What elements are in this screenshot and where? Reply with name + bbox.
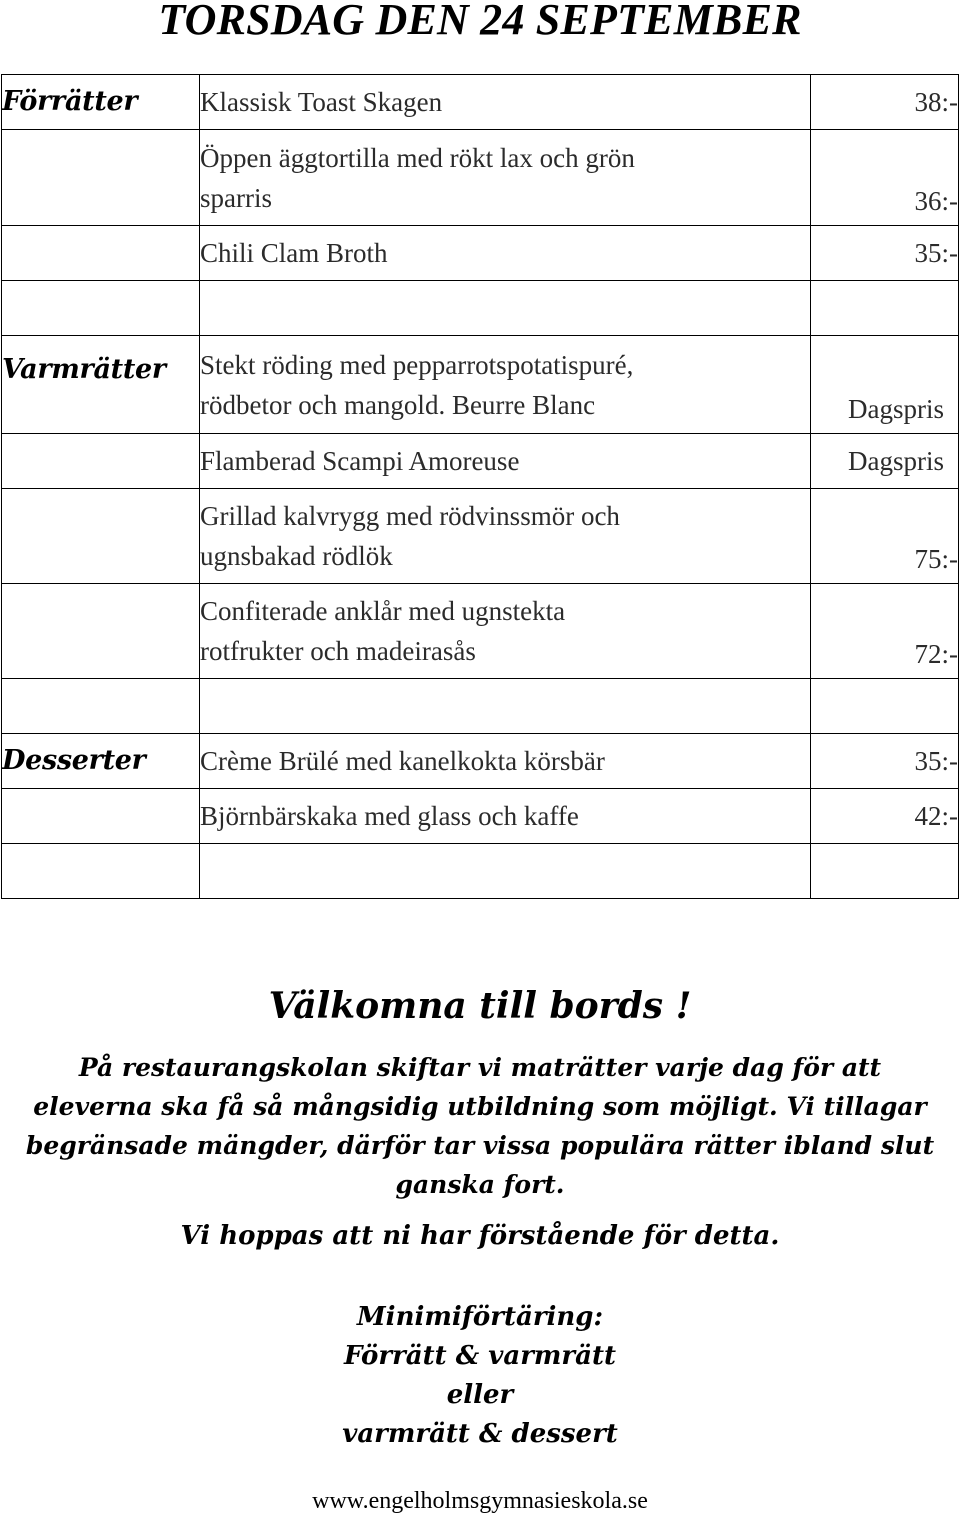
menu-row [2,226,959,281]
dish-price: Dagspris [811,434,959,489]
menu-row [2,336,959,434]
website-link[interactable]: www.engelholmsgymnasieskola.se [312,1488,648,1514]
welcome-heading: Välkomna till bords ! [268,985,692,1027]
dish-name-line: Grillad kalvrygg med rödvinssmör och [200,501,620,531]
dish-name: Chili Clam Broth [200,226,811,281]
dish-name-line: sparris [200,182,272,213]
dish-price: 35:- [811,226,959,281]
menu-table [1,74,959,899]
dish-name [200,584,811,679]
dish-name: Flamberad Scampi Amoreuse [200,434,811,489]
category-varmratter: Varmrätter [2,336,200,434]
dish-name [200,336,811,434]
page-title: TORSDAG DEN 24 SEPTEMBER [158,0,802,44]
menu-row [2,130,959,226]
info-line: eleverna ska få så mångsidig utbildning som möjligt. Vi tillagar [33,1092,927,1121]
minimum-order-block [0,1298,960,1454]
dish-name [200,130,811,226]
minimum-or: eller [446,1380,514,1410]
dish-name-line: Stekt röding med pepparrotspotatispuré, [200,349,634,380]
category-forratter: Förrätter [2,75,200,130]
info-paragraph [8,1048,952,1204]
dish-price: 38:- [811,75,959,130]
info-line: ganska fort. [395,1170,565,1199]
dish-name-line: rödbetor och mangold. Beurre Blanc [200,389,596,420]
menu-row [2,789,959,844]
info-line: begränsade mängder, därför tar vissa populära rätter ibland slut [25,1131,935,1160]
dish-name [200,489,811,584]
menu-row [2,734,959,789]
dish-name-line: Öppen äggtortilla med rökt lax och grön [200,142,635,173]
dish-name-line: Confiterade anklår med ugnstekta [200,596,566,626]
dish-price: 75:- [811,489,959,584]
category-desserter: Desserter [2,734,200,789]
minimum-option: varmrätt & dessert [342,1419,618,1449]
spacer-row [2,281,959,336]
dish-price: 35:- [811,734,959,789]
info-line: På restaurangskolan skiftar vi maträtter varje dag för att [78,1053,882,1082]
dish-price: Dagspris [811,336,959,434]
dish-name: Klassisk Toast Skagen [200,75,811,130]
dish-name: Björnbärskaka med glass och kaffe [200,789,811,844]
dish-name: Crème Brülé med kanelkokta körsbär [200,734,811,789]
dish-price: 72:- [811,584,959,679]
minimum-option: Förrätt & varmrätt [344,1341,616,1371]
menu-row [2,489,959,584]
minimum-heading: Minimiförtäring: [356,1302,604,1332]
spacer-row [2,844,959,899]
menu-row [2,584,959,679]
dish-price: 42:- [811,789,959,844]
menu-row [2,75,959,130]
menu-row [2,434,959,489]
dish-name-line: rotfrukter och madeirasås [200,636,476,666]
dish-name-line: ugnsbakad rödlök [200,541,393,571]
hope-text: Vi hoppas att ni har förstående för detta. [180,1221,780,1251]
spacer-row [2,679,959,734]
dish-price: 36:- [811,130,959,226]
